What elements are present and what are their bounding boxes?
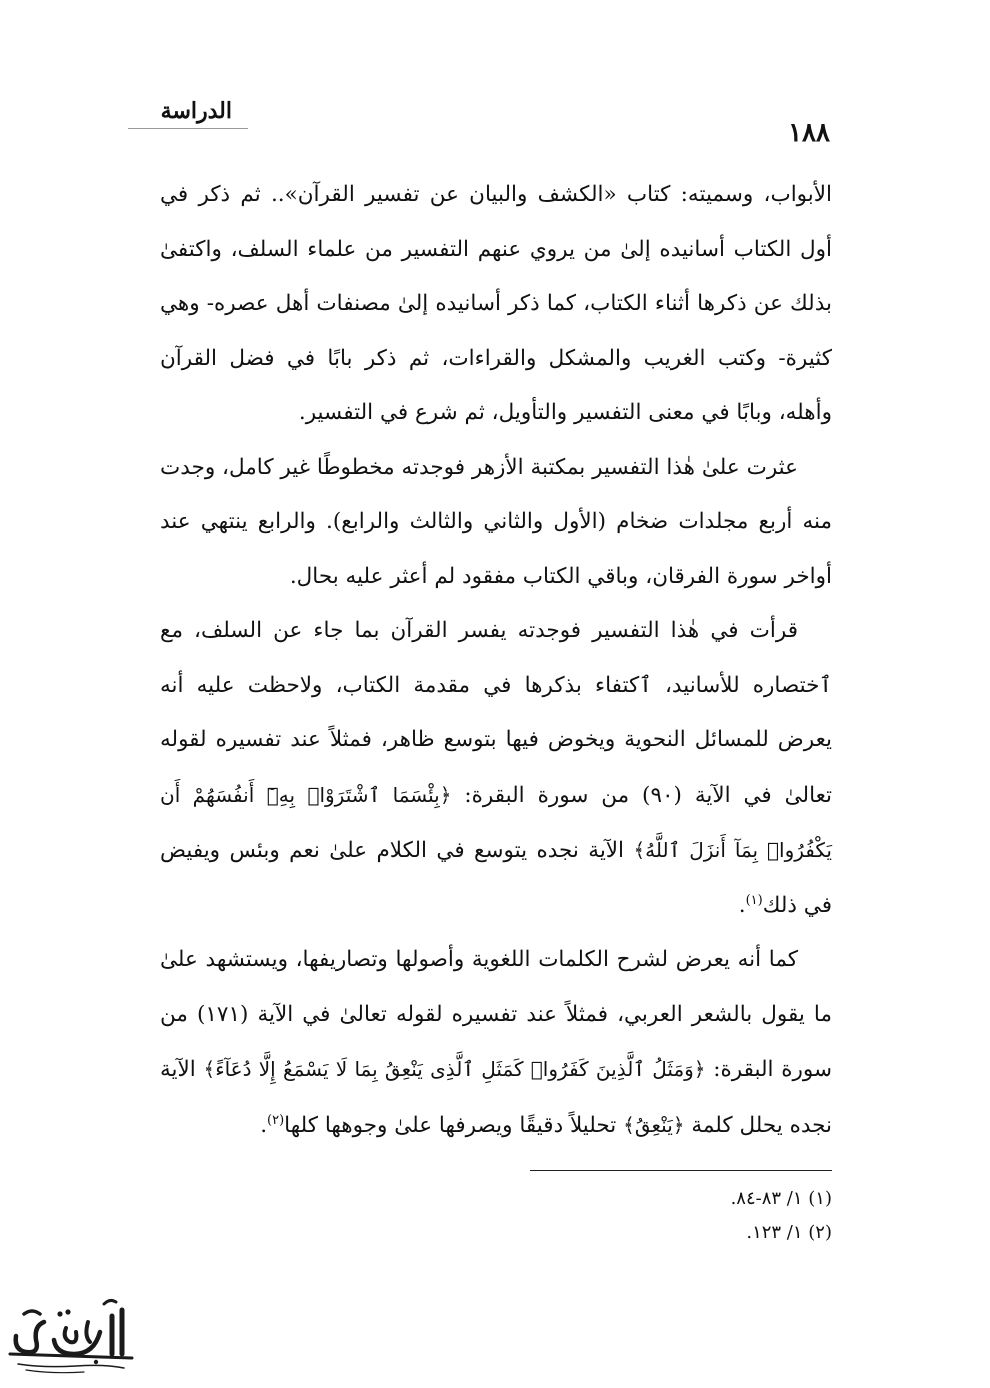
- quran-verse: ﴿بِئْسَمَا ٱشْتَرَوْا۟ بِهِۦٓ أَنفُسَهُمْ أَن يَكْفُرُوا۟ بِمَآ أَنزَلَ ٱللَّهُ﴾: [160, 782, 832, 862]
- quran-verse: ﴿يَنْعِقُ﴾: [623, 1112, 685, 1137]
- paragraph: [160, 168, 832, 441]
- quran-verse: ﴿وَمَثَلُ ٱلَّذِينَ كَفَرُوا۟ كَمَثَلِ ٱلَّذِى يَنْعِقُ بِمَا لَا يَسْمَعُ إِلَّا دُعَآءً﴾: [203, 1057, 706, 1081]
- header-title: الدراسة: [160, 98, 232, 124]
- footnote-2: (٢) ١/ ١٢٣.: [746, 1222, 832, 1243]
- paragraph-text: كما أنه يعرض لشرح الكلمات اللغوية وأصولها وتصاريفها، ويستشهد علىٰ ما يقول بالشعر العربي، فمثلاً عند تفسيره لقوله تعالىٰ في الآية (١٧١) من سورة البقرة:: [160, 947, 832, 1082]
- paragraph-text: عثرت علىٰ هٰذا التفسير بمكتبة الأزهر فوجدته مخطوطًا غير كامل، وجدت منه أربع مجلدات ضخام (الأول والثاني والثالث والرابع). والرابع ينتهي عند أواخر سورة الفرقان، وباقي الكتاب مفقود لم أعثر عليه بحال.: [160, 454, 832, 589]
- footnote-separator: [530, 1170, 832, 1171]
- paragraph-text: .: [260, 1112, 268, 1138]
- paragraph-text: الأبواب، وسميته: كتاب «الكشف والبيان عن تفسير القرآن».. ثم ذكر في أول الكتاب أسانيده إلىٰ من يروي عنهم التفسير من علماء السلف، واكتفىٰ بذلك عن ذكرها أثناء الكتاب، كما ذكر أسانيده إلىٰ مصنفات أهل عصره- وهي كثيرة- وكتب الغريب والمشكل والقراءات، ثم ذكر بابًا في فضل القرآن وأهله، وبابًا في معنى التفسير والتأويل، ثم شرع في التفسير.: [160, 182, 832, 425]
- paragraph: [160, 441, 832, 605]
- paragraph: [160, 933, 832, 1153]
- calligraphic-seal-icon: [4, 1292, 144, 1376]
- paragraph-text: .: [738, 892, 746, 918]
- paragraph-text: قرأت في هٰذا التفسير فوجدته يفسر القرآن بما جاء عن السلف، مع ٱختصاره للأسانيد، ٱكتفاء بذكرها في مقدمة الكتاب، ولاحظت عليه أنه يعرض للمسائل النحوية ويخوض فيها بتوسع ظاهر، فمثلاً عند تفسيره لقوله تعالىٰ في الآية (٩٠) من سورة البقرة:: [160, 618, 832, 808]
- footnote-reference: (٢): [267, 1112, 285, 1128]
- footnote-reference: (١): [745, 892, 763, 908]
- footnote-1: (١) ١/ ٨٣-٨٤.: [730, 1188, 832, 1209]
- paragraph-text: تحليلاً دقيقًا ويصرفها علىٰ وجوهها كلها: [284, 1112, 624, 1138]
- paragraph: [160, 604, 832, 933]
- page-number: ١٨٨: [788, 118, 830, 148]
- body-text: [160, 168, 832, 1153]
- paragraph-text: الآية نجده يتوسع في الكلام علىٰ نعم وبئس ويفيض في ذلك: [160, 838, 832, 918]
- header-rule: [128, 128, 248, 129]
- footnotes: [160, 1182, 832, 1250]
- paragraph-text: الآية نجده يحلل كلمة: [160, 1057, 832, 1138]
- running-head: [0, 92, 990, 152]
